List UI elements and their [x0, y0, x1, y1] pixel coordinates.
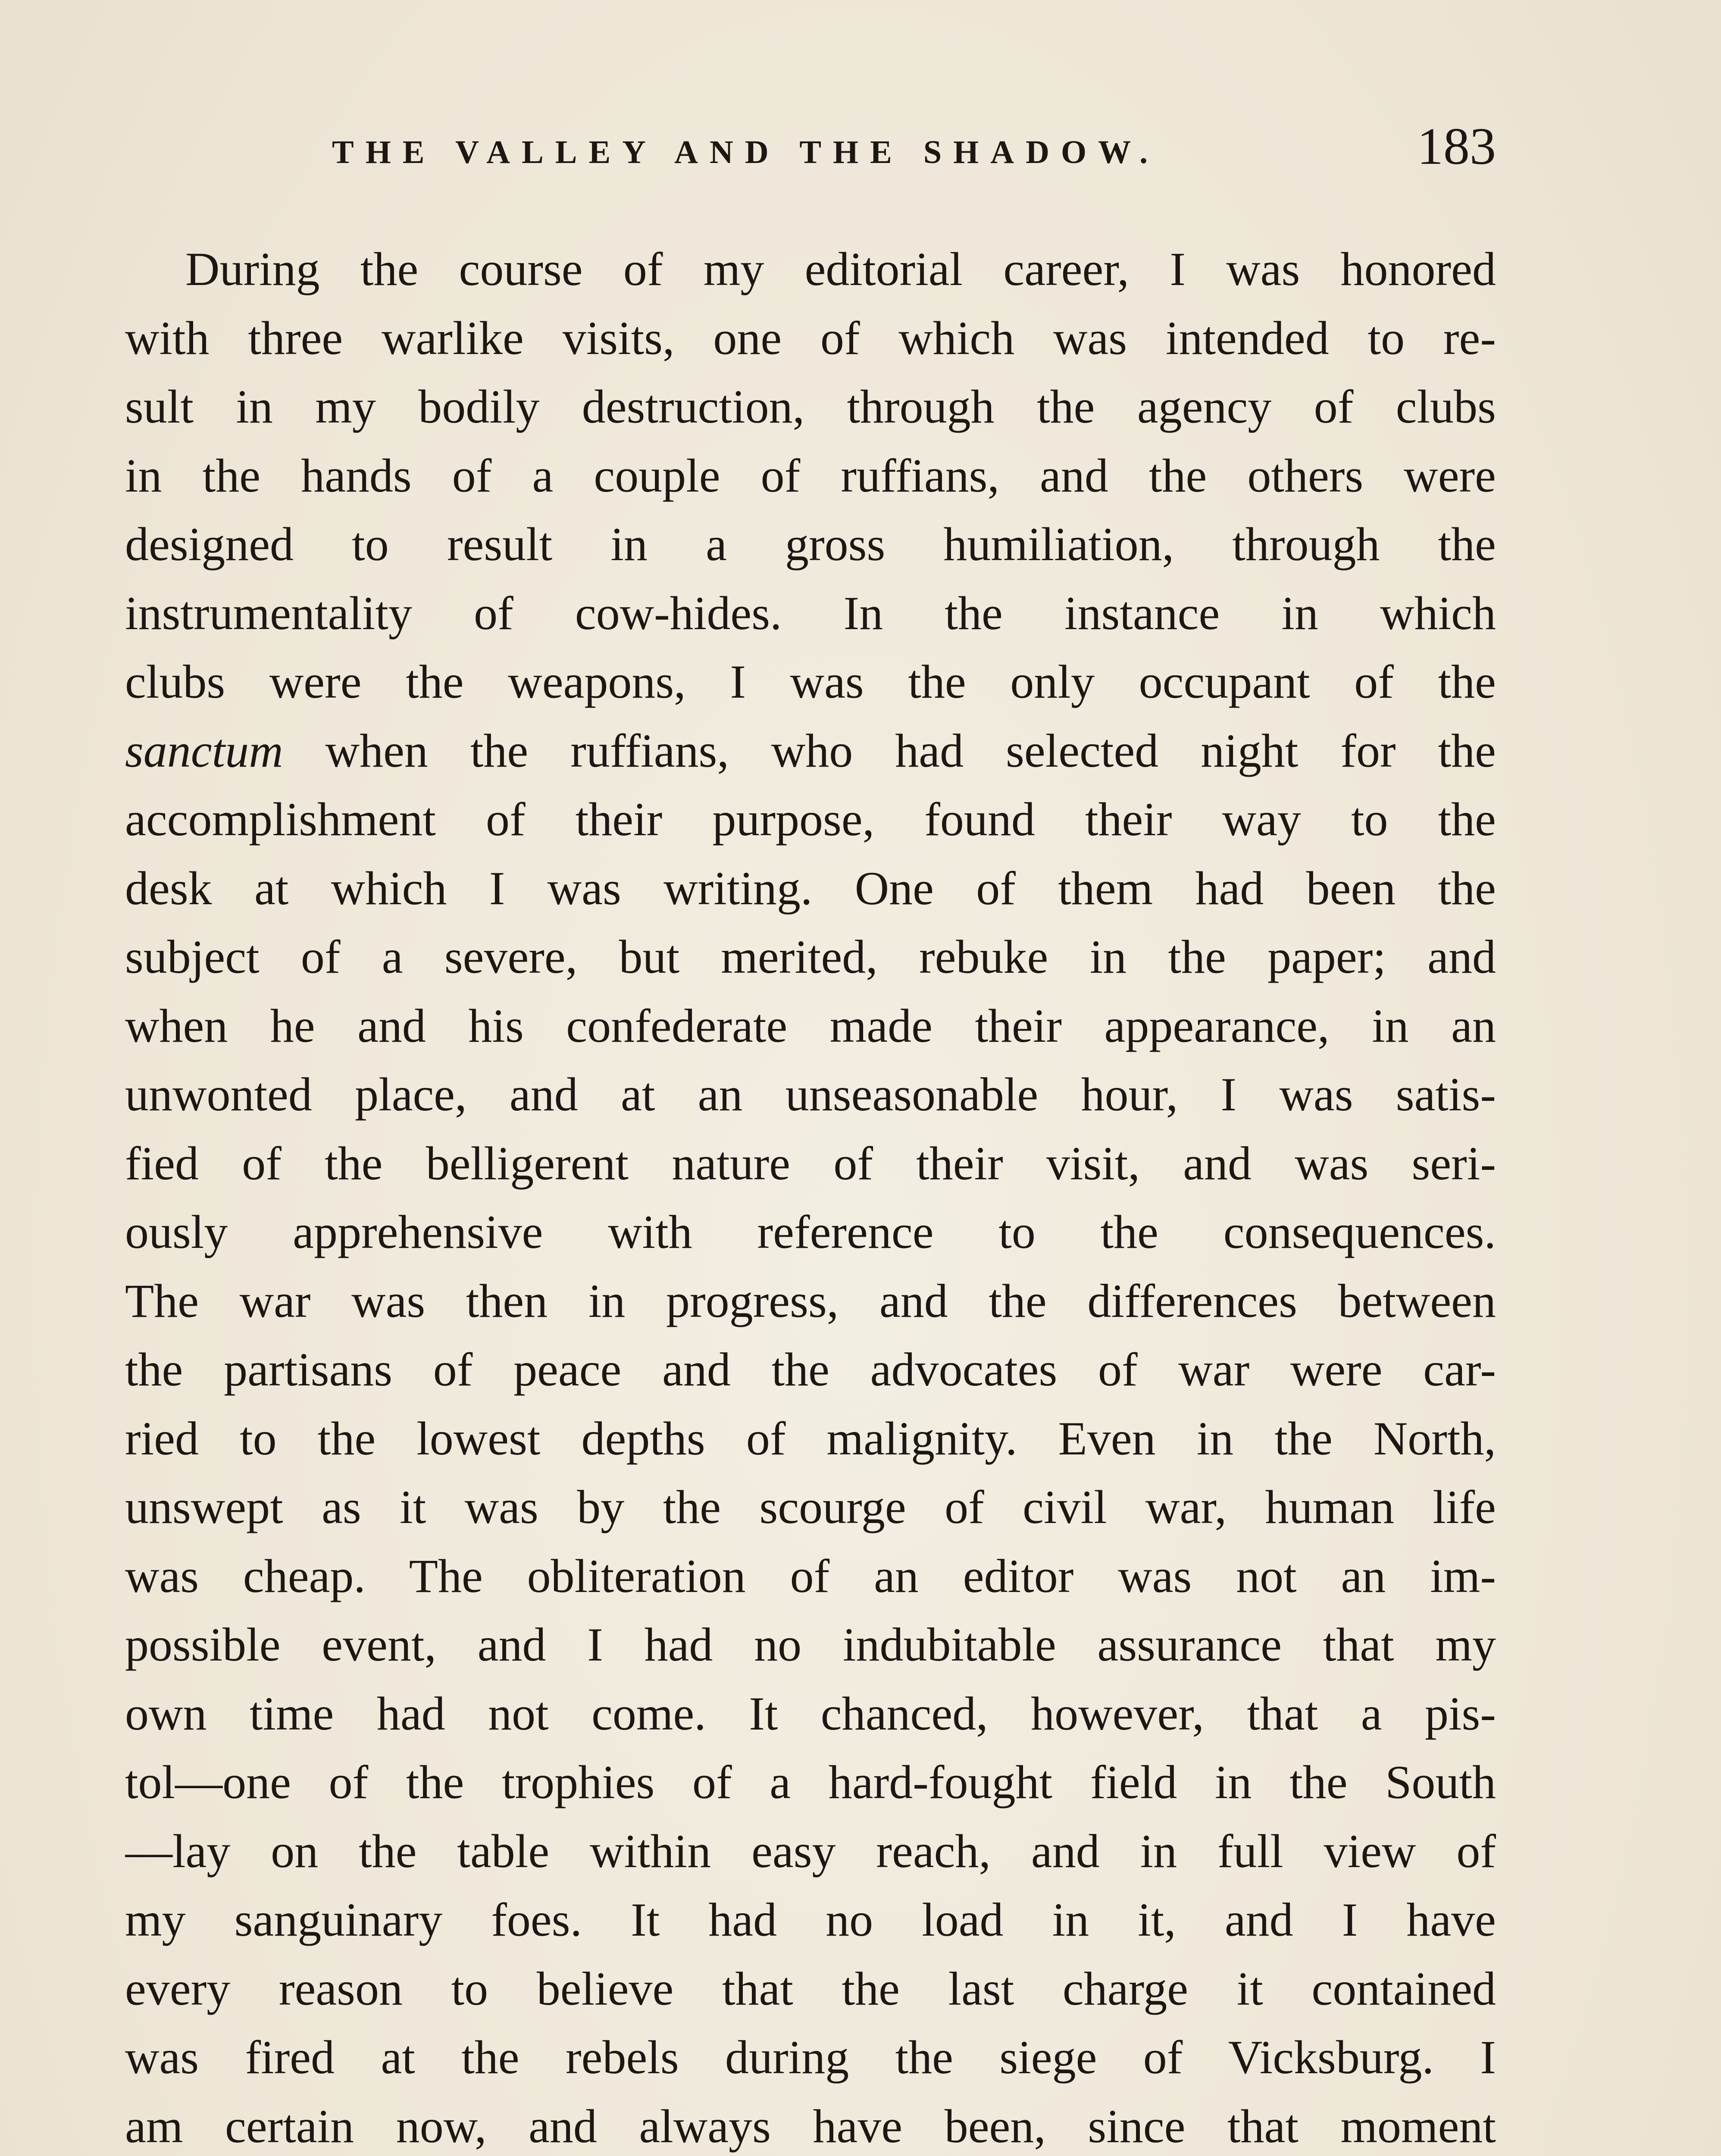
- text-line: when he and his confederate made their appearance, in an: [125, 999, 1496, 1052]
- body-text: [125, 235, 1496, 2156]
- text-line: possible event, and I had no indubitable assurance that my: [125, 1618, 1496, 1671]
- page-number: 183: [1417, 117, 1496, 175]
- text-line-rest: when the ruffians, who had selected night for the: [325, 724, 1496, 777]
- text-line: the partisans of peace and the advocates of war were car-: [125, 1343, 1496, 1396]
- text-line: am certain now, and always have been, since that moment: [125, 2100, 1496, 2153]
- text-line: clubs were the weapons, I was the only occupant of the: [125, 655, 1496, 708]
- text-line: The war was then in progress, and the differences between: [125, 1274, 1496, 1327]
- italic-word: sanctum: [125, 724, 283, 777]
- text-line: desk at which I was writing. One of them had been the: [125, 862, 1496, 915]
- text-line: unwonted place, and at an unseasonable hour, I was satis-: [125, 1068, 1496, 1121]
- text-line: designed to result in a gross humiliation, through the: [125, 518, 1496, 570]
- text-line: instrumentality of cow-hides. In the instance in which: [125, 586, 1496, 639]
- text-line: in the hands of a couple of ruffians, and the others were: [125, 449, 1496, 502]
- text-line: own time had not come. It chanced, however, that a pis-: [125, 1687, 1496, 1740]
- text-line: ried to the lowest depths of malignity. Even in the North,: [125, 1412, 1496, 1465]
- text-line: with three warlike visits, one of which was intended to re-: [125, 311, 1496, 364]
- text-line: every reason to believe that the last charge it contained: [125, 1962, 1496, 2015]
- text-line: my sanguinary foes. It had no load in it, and I have: [125, 1893, 1496, 1946]
- text-line: fied of the belligerent nature of their visit, and was seri-: [125, 1137, 1496, 1190]
- text-line: accomplishment of their purpose, found their way to the: [125, 793, 1496, 846]
- running-head: [125, 116, 1496, 185]
- text-line: subject of a severe, but merited, rebuke in the paper; and: [125, 931, 1496, 983]
- text-line: ously apprehensive with reference to the consequences.: [125, 1206, 1496, 1258]
- text-line: During the course of my editorial career, I was honored: [185, 243, 1496, 295]
- text-line: —lay on the table within easy reach, and in full view of: [125, 1824, 1496, 1877]
- text-line: sult in my bodily destruction, through the agency of clubs: [125, 380, 1496, 433]
- text-line: was cheap. The obliteration of an editor was not an im-: [125, 1549, 1496, 1602]
- text-line: was fired at the rebels during the siege of Vicksburg. I: [125, 2031, 1496, 2084]
- text-line: unswept as it was by the scourge of civil war, human life: [125, 1481, 1496, 1533]
- running-title: THE VALLEY AND THE SHADOW.: [332, 134, 1160, 170]
- text-line: tol—one of the trophies of a hard-fought field in the South: [125, 1756, 1496, 1808]
- text-line-with-italic: [125, 717, 1496, 786]
